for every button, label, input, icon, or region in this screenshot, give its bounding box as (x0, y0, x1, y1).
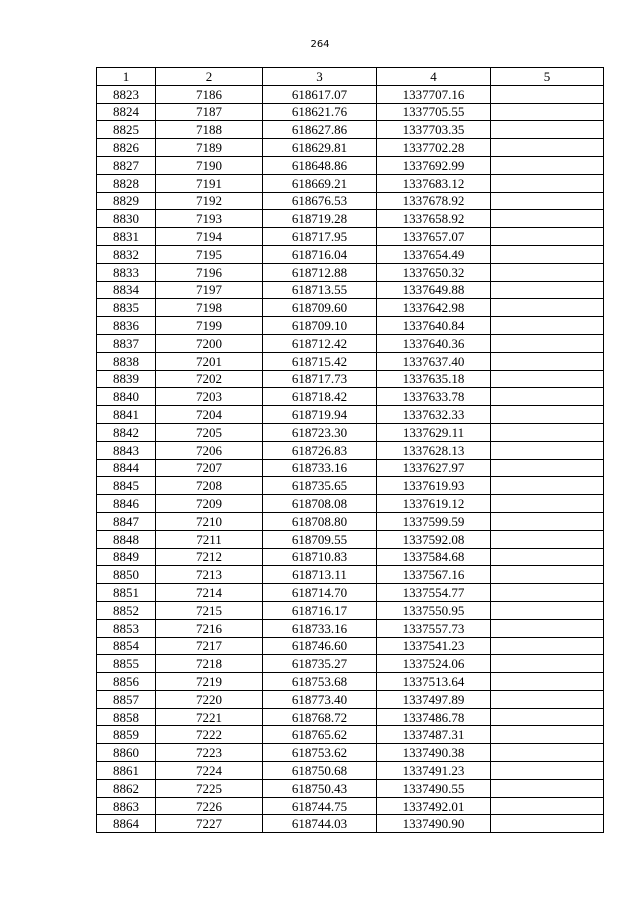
table-row (97, 690, 604, 708)
table-cell-col-2: 7186 (156, 85, 263, 103)
table-cell-col-5 (491, 495, 604, 513)
table-cell-col-2: 7199 (156, 317, 263, 335)
table-cell-col-4: 1337490.55 (377, 779, 491, 797)
table-cell-col-3: 618733.16 (263, 619, 377, 637)
table-cell-col-3: 618708.08 (263, 495, 377, 513)
table-cell-col-2: 7219 (156, 673, 263, 691)
table-cell-col-2: 7196 (156, 263, 263, 281)
table-row (97, 388, 604, 406)
table-cell-col-2: 7202 (156, 370, 263, 388)
table-cell-col-2: 7205 (156, 423, 263, 441)
table-cell-col-1: 8844 (97, 459, 156, 477)
table-cell-col-2: 7201 (156, 352, 263, 370)
table-cell-col-3: 618621.76 (263, 103, 377, 121)
table-cell-col-4: 1337637.40 (377, 352, 491, 370)
table-cell-col-2: 7222 (156, 726, 263, 744)
table-cell-col-2: 7203 (156, 388, 263, 406)
table-cell-col-1: 8847 (97, 512, 156, 530)
table-cell-col-4: 1337702.28 (377, 139, 491, 157)
table-cell-col-3: 618712.42 (263, 334, 377, 352)
table-body (97, 85, 604, 832)
table-cell-col-3: 618676.53 (263, 192, 377, 210)
table-cell-col-1: 8825 (97, 121, 156, 139)
table-cell-col-2: 7212 (156, 548, 263, 566)
table-cell-col-2: 7197 (156, 281, 263, 299)
table-cell-col-4: 1337657.07 (377, 228, 491, 246)
table-cell-col-1: 8861 (97, 762, 156, 780)
table-cell-col-2: 7195 (156, 245, 263, 263)
table-cell-col-3: 618716.04 (263, 245, 377, 263)
table-cell-col-1: 8852 (97, 601, 156, 619)
table-cell-col-5 (491, 85, 604, 103)
table-row (97, 370, 604, 388)
table-cell-col-2: 7192 (156, 192, 263, 210)
table-row (97, 459, 604, 477)
table-row (97, 174, 604, 192)
table-cell-col-2: 7216 (156, 619, 263, 637)
table-cell-col-4: 1337487.31 (377, 726, 491, 744)
table-cell-col-1: 8862 (97, 779, 156, 797)
table-cell-col-4: 1337554.77 (377, 584, 491, 602)
column-header-2: 2 (156, 68, 263, 86)
table-cell-col-4: 1337632.33 (377, 406, 491, 424)
table-cell-col-4: 1337705.55 (377, 103, 491, 121)
table-cell-col-4: 1337567.16 (377, 566, 491, 584)
table-cell-col-1: 8846 (97, 495, 156, 513)
table-cell-col-5 (491, 530, 604, 548)
table-cell-col-3: 618713.55 (263, 281, 377, 299)
table-row (97, 299, 604, 317)
table-cell-col-4: 1337692.99 (377, 156, 491, 174)
column-header-3: 3 (263, 68, 377, 86)
table-cell-col-2: 7198 (156, 299, 263, 317)
table-cell-col-3: 618714.70 (263, 584, 377, 602)
table-cell-col-2: 7207 (156, 459, 263, 477)
table-cell-col-2: 7191 (156, 174, 263, 192)
table-cell-col-2: 7206 (156, 441, 263, 459)
table-row (97, 726, 604, 744)
table-cell-col-4: 1337654.49 (377, 245, 491, 263)
table-cell-col-3: 618719.94 (263, 406, 377, 424)
table-cell-col-4: 1337492.01 (377, 797, 491, 815)
table-cell-col-5 (491, 477, 604, 495)
table-cell-col-5 (491, 601, 604, 619)
table-cell-col-1: 8858 (97, 708, 156, 726)
header-row (97, 68, 604, 86)
table-cell-col-5 (491, 228, 604, 246)
table-cell-col-1: 8827 (97, 156, 156, 174)
table-cell-col-5 (491, 512, 604, 530)
table-row (97, 797, 604, 815)
table-cell-col-1: 8855 (97, 655, 156, 673)
table-cell-col-2: 7211 (156, 530, 263, 548)
table-row (97, 281, 604, 299)
table-cell-col-2: 7213 (156, 566, 263, 584)
table-cell-col-5 (491, 388, 604, 406)
table-cell-col-2: 7220 (156, 690, 263, 708)
table-cell-col-4: 1337524.06 (377, 655, 491, 673)
table-row (97, 744, 604, 762)
table-cell-col-1: 8841 (97, 406, 156, 424)
table-cell-col-5 (491, 619, 604, 637)
table-cell-col-1: 8853 (97, 619, 156, 637)
table-cell-col-3: 618746.60 (263, 637, 377, 655)
table-cell-col-3: 618716.17 (263, 601, 377, 619)
table-row (97, 530, 604, 548)
coordinates-table (96, 67, 604, 833)
table-cell-col-3: 618726.83 (263, 441, 377, 459)
table-cell-col-2: 7223 (156, 744, 263, 762)
table-cell-col-3: 618709.60 (263, 299, 377, 317)
table-row (97, 210, 604, 228)
table-cell-col-1: 8850 (97, 566, 156, 584)
table-cell-col-1: 8864 (97, 815, 156, 833)
table-cell-col-3: 618710.83 (263, 548, 377, 566)
column-header-4: 4 (377, 68, 491, 86)
table-cell-col-1: 8832 (97, 245, 156, 263)
table-cell-col-3: 618718.42 (263, 388, 377, 406)
table-cell-col-3: 618713.11 (263, 566, 377, 584)
table-cell-col-2: 7227 (156, 815, 263, 833)
table-cell-col-5 (491, 637, 604, 655)
table-row (97, 406, 604, 424)
table-row (97, 352, 604, 370)
table-cell-col-5 (491, 690, 604, 708)
table-cell-col-4: 1337550.95 (377, 601, 491, 619)
table-row (97, 584, 604, 602)
table-cell-col-3: 618709.55 (263, 530, 377, 548)
table-row (97, 708, 604, 726)
table-cell-col-2: 7208 (156, 477, 263, 495)
table-cell-col-4: 1337650.32 (377, 263, 491, 281)
table-cell-col-3: 618709.10 (263, 317, 377, 335)
table-cell-col-5 (491, 441, 604, 459)
table-cell-col-1: 8857 (97, 690, 156, 708)
table-cell-col-5 (491, 299, 604, 317)
table-cell-col-5 (491, 726, 604, 744)
table-cell-col-4: 1337635.18 (377, 370, 491, 388)
table-cell-col-1: 8839 (97, 370, 156, 388)
table-row (97, 317, 604, 335)
table-cell-col-5 (491, 548, 604, 566)
table-cell-col-5 (491, 156, 604, 174)
table-cell-col-4: 1337513.64 (377, 673, 491, 691)
table-cell-col-5 (491, 655, 604, 673)
table-cell-col-3: 618648.86 (263, 156, 377, 174)
column-header-5: 5 (491, 68, 604, 86)
table-cell-col-2: 7188 (156, 121, 263, 139)
table-cell-col-3: 618717.95 (263, 228, 377, 246)
table-cell-col-3: 618629.81 (263, 139, 377, 157)
table-cell-col-4: 1337592.08 (377, 530, 491, 548)
table-cell-col-5 (491, 423, 604, 441)
table-cell-col-3: 618733.16 (263, 459, 377, 477)
table-cell-col-1: 8824 (97, 103, 156, 121)
table-cell-col-5 (491, 121, 604, 139)
table-cell-col-1: 8863 (97, 797, 156, 815)
table-row (97, 156, 604, 174)
table-cell-col-2: 7215 (156, 601, 263, 619)
table-cell-col-3: 618617.07 (263, 85, 377, 103)
table-row (97, 192, 604, 210)
table-cell-col-4: 1337707.16 (377, 85, 491, 103)
table-cell-col-5 (491, 317, 604, 335)
table-cell-col-5 (491, 192, 604, 210)
table-row (97, 512, 604, 530)
table-row (97, 495, 604, 513)
table-cell-col-2: 7217 (156, 637, 263, 655)
table-cell-col-4: 1337678.92 (377, 192, 491, 210)
table-cell-col-5 (491, 744, 604, 762)
table-cell-col-1: 8834 (97, 281, 156, 299)
table-row (97, 815, 604, 833)
table-cell-col-1: 8851 (97, 584, 156, 602)
table-cell-col-4: 1337541.23 (377, 637, 491, 655)
table-cell-col-2: 7210 (156, 512, 263, 530)
table-row (97, 121, 604, 139)
table-cell-col-1: 8829 (97, 192, 156, 210)
table-cell-col-5 (491, 584, 604, 602)
table-cell-col-5 (491, 210, 604, 228)
table-cell-col-5 (491, 139, 604, 157)
table-cell-col-2: 7190 (156, 156, 263, 174)
table-cell-col-4: 1337633.78 (377, 388, 491, 406)
table-cell-col-4: 1337658.92 (377, 210, 491, 228)
table-cell-col-5 (491, 263, 604, 281)
table-cell-col-2: 7189 (156, 139, 263, 157)
table-cell-col-5 (491, 334, 604, 352)
table-cell-col-4: 1337486.78 (377, 708, 491, 726)
table-cell-col-3: 618712.88 (263, 263, 377, 281)
table-row (97, 423, 604, 441)
table-cell-col-3: 618723.30 (263, 423, 377, 441)
table-row (97, 601, 604, 619)
table-cell-col-4: 1337490.90 (377, 815, 491, 833)
table-cell-col-3: 618719.28 (263, 210, 377, 228)
table-cell-col-3: 618717.73 (263, 370, 377, 388)
table-cell-col-2: 7225 (156, 779, 263, 797)
table-row (97, 548, 604, 566)
table-cell-col-3: 618753.68 (263, 673, 377, 691)
table-row (97, 85, 604, 103)
table-row (97, 477, 604, 495)
table-row (97, 103, 604, 121)
table-cell-col-4: 1337557.73 (377, 619, 491, 637)
table-cell-col-1: 8856 (97, 673, 156, 691)
table-cell-col-1: 8848 (97, 530, 156, 548)
table-row (97, 228, 604, 246)
table-row (97, 655, 604, 673)
table-cell-col-5 (491, 815, 604, 833)
table-cell-col-4: 1337599.59 (377, 512, 491, 530)
table-cell-col-4: 1337619.12 (377, 495, 491, 513)
table-cell-col-5 (491, 459, 604, 477)
table-cell-col-1: 8849 (97, 548, 156, 566)
table-cell-col-1: 8836 (97, 317, 156, 335)
table-cell-col-4: 1337640.84 (377, 317, 491, 335)
table-cell-col-2: 7187 (156, 103, 263, 121)
table-cell-col-3: 618753.62 (263, 744, 377, 762)
table-cell-col-3: 618715.42 (263, 352, 377, 370)
table-cell-col-4: 1337683.12 (377, 174, 491, 192)
table-cell-col-2: 7214 (156, 584, 263, 602)
table-cell-col-3: 618750.43 (263, 779, 377, 797)
table-cell-col-1: 8831 (97, 228, 156, 246)
table-cell-col-4: 1337642.98 (377, 299, 491, 317)
table-row (97, 566, 604, 584)
table-cell-col-1: 8838 (97, 352, 156, 370)
page-number: 264 (310, 39, 330, 50)
table-cell-col-3: 618768.72 (263, 708, 377, 726)
table-cell-col-3: 618735.27 (263, 655, 377, 673)
table-cell-col-4: 1337640.36 (377, 334, 491, 352)
table-cell-col-3: 618773.40 (263, 690, 377, 708)
table-cell-col-1: 8835 (97, 299, 156, 317)
table-cell-col-4: 1337497.89 (377, 690, 491, 708)
table-row (97, 245, 604, 263)
table-cell-col-2: 7218 (156, 655, 263, 673)
table-cell-col-2: 7221 (156, 708, 263, 726)
table-cell-col-4: 1337490.38 (377, 744, 491, 762)
table-cell-col-4: 1337629.11 (377, 423, 491, 441)
table-cell-col-1: 8845 (97, 477, 156, 495)
table-row (97, 762, 604, 780)
table-cell-col-5 (491, 673, 604, 691)
table-cell-col-2: 7204 (156, 406, 263, 424)
table-row (97, 779, 604, 797)
table-cell-col-1: 8842 (97, 423, 156, 441)
table-cell-col-3: 618750.68 (263, 762, 377, 780)
table-row (97, 619, 604, 637)
table-cell-col-4: 1337703.35 (377, 121, 491, 139)
table-row (97, 263, 604, 281)
table-cell-col-4: 1337628.13 (377, 441, 491, 459)
table-cell-col-3: 618735.65 (263, 477, 377, 495)
table-cell-col-4: 1337649.88 (377, 281, 491, 299)
table-cell-col-3: 618708.80 (263, 512, 377, 530)
table-cell-col-5 (491, 174, 604, 192)
table-cell-col-3: 618669.21 (263, 174, 377, 192)
table-cell-col-3: 618744.75 (263, 797, 377, 815)
table-cell-col-2: 7224 (156, 762, 263, 780)
table-cell-col-1: 8833 (97, 263, 156, 281)
table-cell-col-4: 1337627.97 (377, 459, 491, 477)
table-cell-col-4: 1337491.23 (377, 762, 491, 780)
table-cell-col-3: 618744.03 (263, 815, 377, 833)
table-header (97, 68, 604, 86)
table-cell-col-5 (491, 762, 604, 780)
table-cell-col-3: 618765.62 (263, 726, 377, 744)
table-row (97, 139, 604, 157)
table-cell-col-1: 8828 (97, 174, 156, 192)
table-cell-col-2: 7193 (156, 210, 263, 228)
table-row (97, 334, 604, 352)
table-cell-col-5 (491, 103, 604, 121)
table-cell-col-1: 8840 (97, 388, 156, 406)
table-cell-col-3: 618627.86 (263, 121, 377, 139)
table-cell-col-5 (491, 566, 604, 584)
column-header-1: 1 (97, 68, 156, 86)
table-row (97, 637, 604, 655)
table-cell-col-2: 7226 (156, 797, 263, 815)
table-cell-col-1: 8837 (97, 334, 156, 352)
table-cell-col-5 (491, 352, 604, 370)
table-cell-col-2: 7200 (156, 334, 263, 352)
table-cell-col-5 (491, 245, 604, 263)
table-cell-col-1: 8843 (97, 441, 156, 459)
table-cell-col-5 (491, 281, 604, 299)
table-cell-col-1: 8854 (97, 637, 156, 655)
table-cell-col-5 (491, 406, 604, 424)
table-cell-col-4: 1337619.93 (377, 477, 491, 495)
table-cell-col-2: 7209 (156, 495, 263, 513)
table-cell-col-4: 1337584.68 (377, 548, 491, 566)
table-cell-col-5 (491, 797, 604, 815)
table-cell-col-1: 8859 (97, 726, 156, 744)
table-cell-col-1: 8826 (97, 139, 156, 157)
table-cell-col-1: 8823 (97, 85, 156, 103)
table-cell-col-5 (491, 708, 604, 726)
table-cell-col-1: 8860 (97, 744, 156, 762)
table-row (97, 441, 604, 459)
table-cell-col-5 (491, 370, 604, 388)
table-cell-col-5 (491, 779, 604, 797)
table-row (97, 673, 604, 691)
table-cell-col-2: 7194 (156, 228, 263, 246)
table-cell-col-1: 8830 (97, 210, 156, 228)
